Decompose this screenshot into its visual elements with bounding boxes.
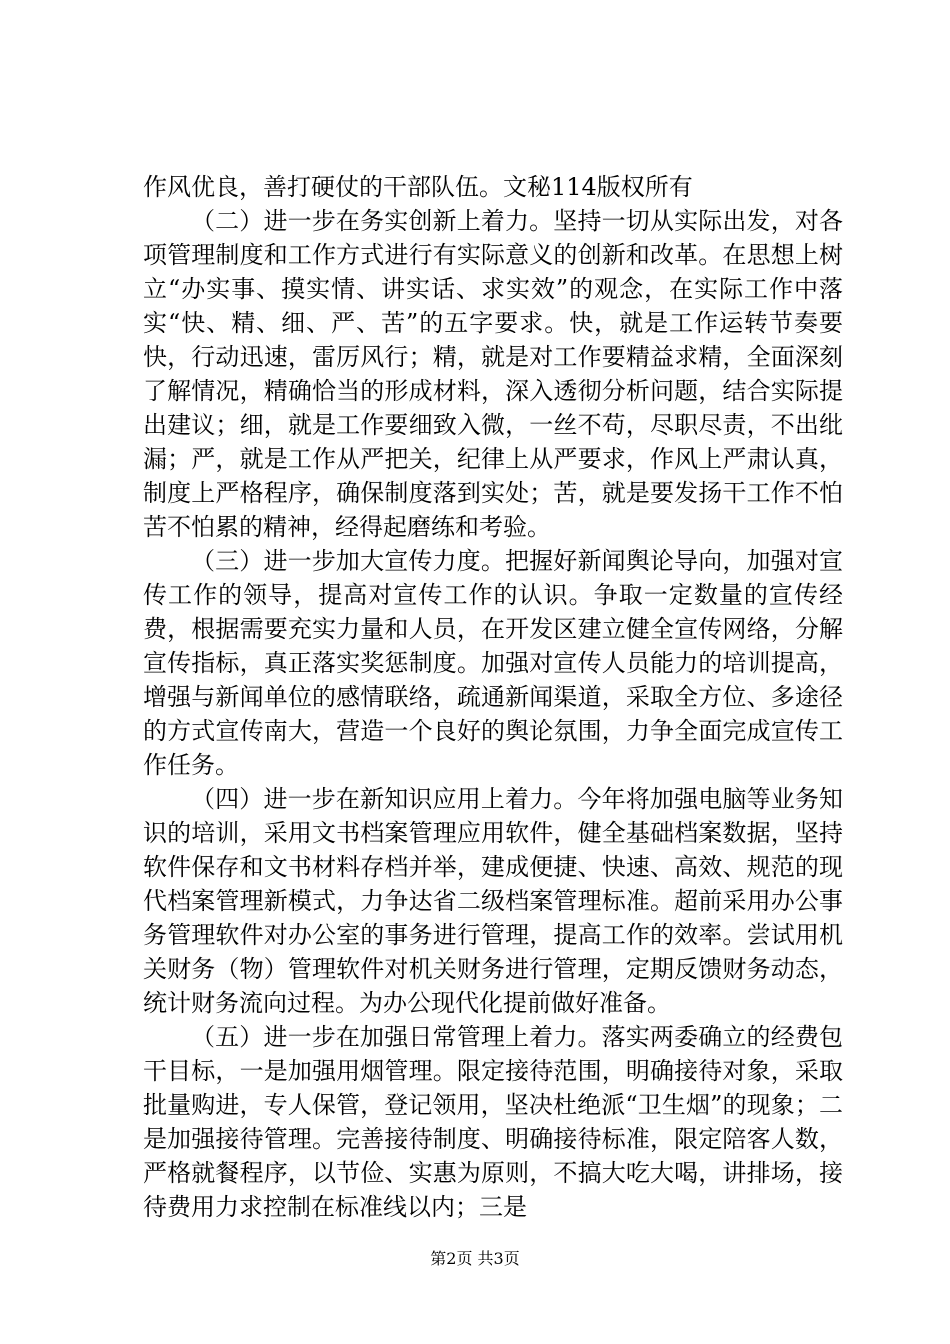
page-footer: 第2页 共3页 — [430, 1249, 520, 1268]
paragraph-continuation: 作风优良，善打硬仗的干部队伍。文秘114版权所有 — [143, 173, 693, 201]
paragraph-section-5: （五）进一步在加强日常管理上着力。落实两委确立的经费包干目标，一是加强用烟管理。限定接待范围，明确接待对象，采取批量购进，专人保管，登记领用，坚决杜绝派“卫生烟”的现象；二是加强接待管理。完善接待制度、明确接待标准，限定陪客人数，严格就餐程序，以节俭、实惠为原则，不搞大吃大喝，讲排场，接待费用力求控制在标准线以内；三是 — [143, 1023, 843, 1221]
document-body — [143, 170, 843, 1224]
paragraph-section-3: （三）进一步加大宣传力度。把握好新闻舆论导向，加强对宣传工作的领导，提高对宣传工作的认识。争取一定数量的宣传经费，根据需要充实力量和人员，在开发区建立健全宣传网络，分解宣传指标，真正落实奖惩制度。加强对宣传人员能力的培训提高，增强与新闻单位的感情联络，疏通新闻渠道，采取全方位、多途径的方式宣传南大，营造一个良好的舆论氛围，力争全面完成宣传工作任务。 — [143, 547, 843, 779]
paragraph-section-2: （二）进一步在务实创新上着力。坚持一切从实际出发，对各项管理制度和工作方式进行有实际意义的创新和改革。在思想上树立“办实事、摸实情、讲实话、求实效”的观念，在实际工作中落实“快、精、细、严、苦”的五字要求。快，就是工作运转节奏要快，行动迅速，雷厉风行；精，就是对工作要精益求精，全面深刻了解情况，精确恰当的形成材料，深入透彻分析问题，结合实际提出建议；细，就是工作要细致入微，一丝不苟，尽职尽责，不出纰漏；严，就是工作从严把关，纪律上从严要求，作风上严肃认真，制度上严格程序，确保制度落到实处；苦，就是要发扬干工作不怕苦不怕累的精神，经得起磨练和考验。 — [143, 207, 843, 541]
paragraph-section-4: （四）进一步在新知识应用上着力。今年将加强电脑等业务知识的培训，采用文书档案管理应用软件，健全基础档案数据，坚持软件保存和文书材料存档并举，建成便捷、快速、高效、规范的现代档案管理新模式，力争达省二级档案管理标准。超前采用办公事务管理软件对办公室的事务进行管理，提高工作的效率。尝试用机关财务（物）管理软件对机关财务进行管理，定期反馈财务动态，统计财务流向过程。为办公现代化提前做好准备。 — [143, 785, 843, 1017]
